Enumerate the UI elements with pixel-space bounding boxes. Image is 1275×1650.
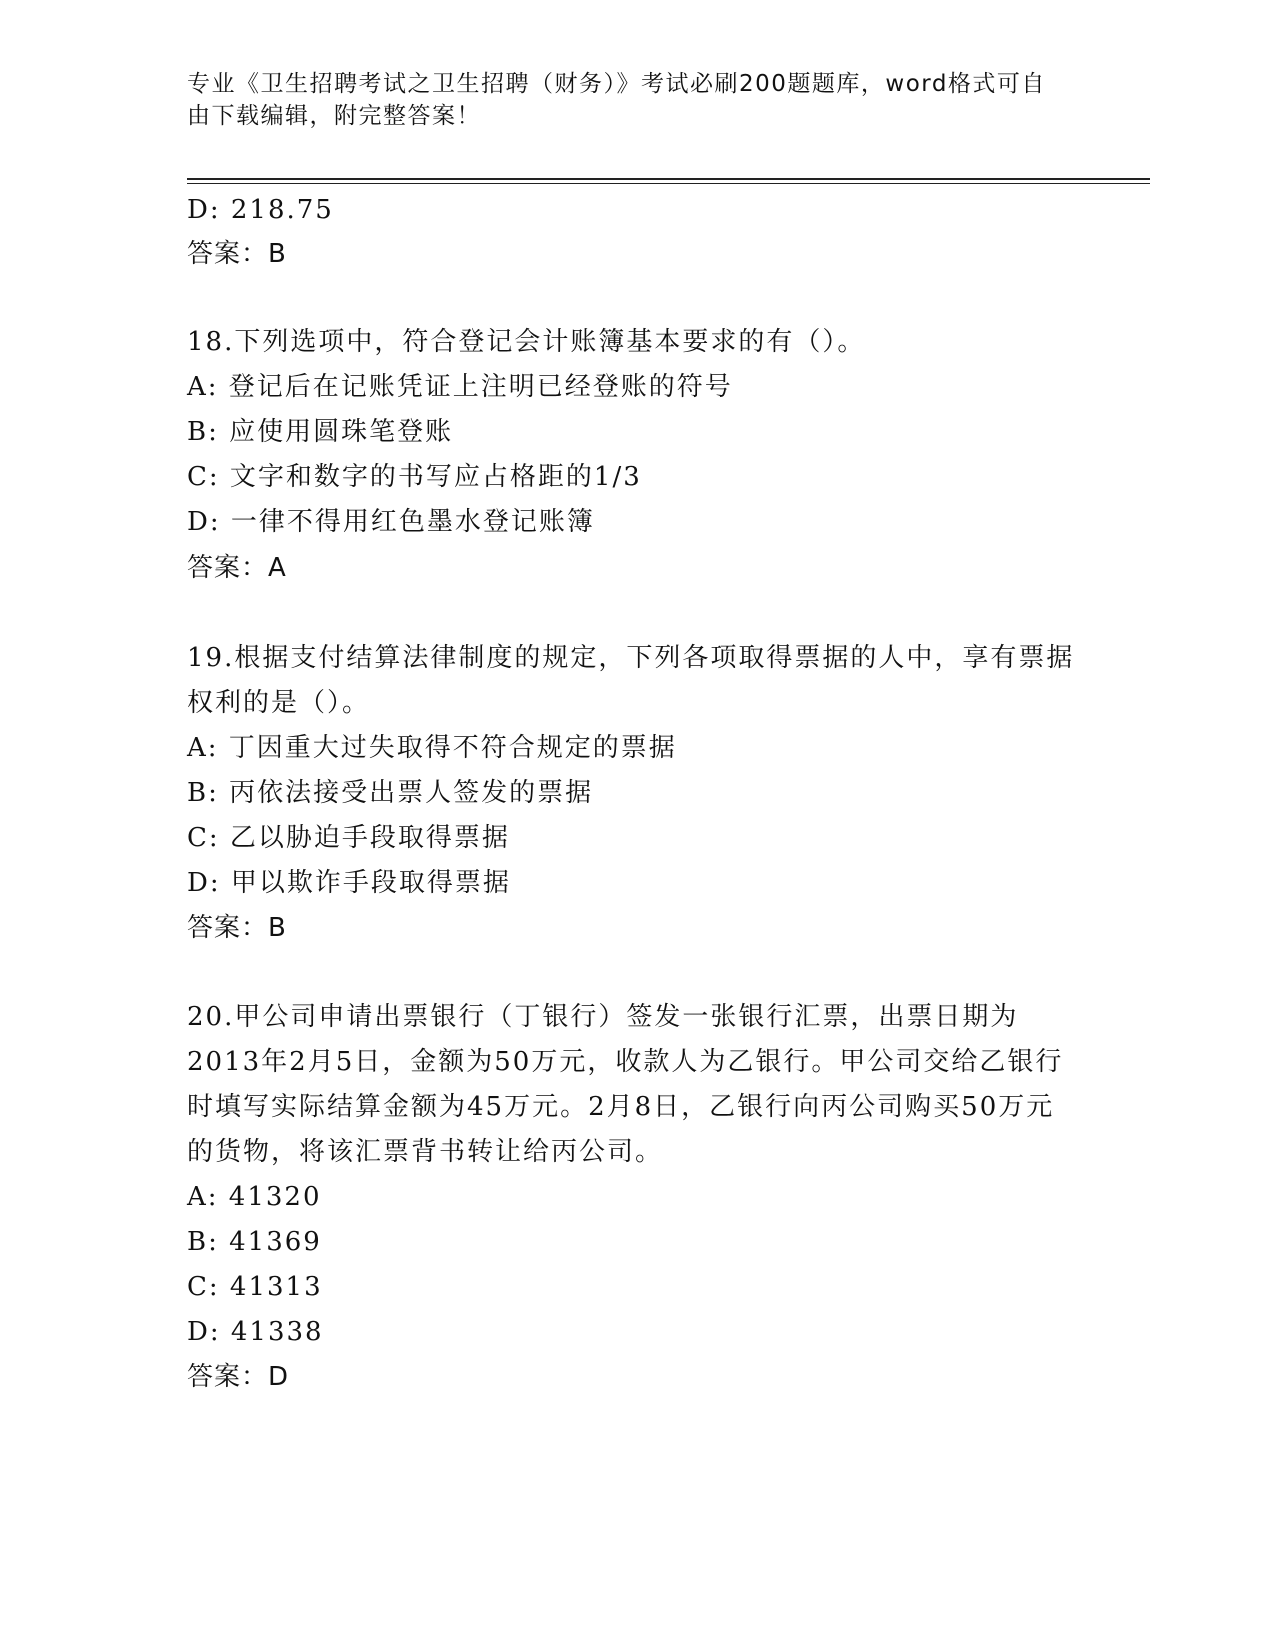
- prev-answer: 答案：B: [187, 239, 287, 269]
- question-text: 20.甲公司申请出票银行（丁银行）签发一张银行汇票，出票日期为2013年2月5日，金额为50万元，收款人为乙银行。甲公司交给乙银行时填写实际结算金额为45万元。2月8日，乙银行向丙公司购买50万元的货物，将该汇票背书转让给丙公司。: [187, 1002, 1064, 1167]
- option-c: C: 41313: [187, 1272, 323, 1302]
- option-d: D: 甲以欺诈手段取得票据: [187, 868, 511, 898]
- option-b: B: 应使用圆珠笔登账: [187, 417, 454, 447]
- option-d: D: 一律不得用红色墨水登记账簿: [187, 507, 595, 537]
- header-divider-thick: [187, 178, 1150, 180]
- option-d: D: 41338: [187, 1317, 324, 1347]
- option-b: B: 41369: [187, 1227, 322, 1257]
- option-a: A: 登记后在记账凭证上注明已经登账的符号: [187, 372, 733, 402]
- answer: 答案：D: [187, 1362, 290, 1392]
- option-c: C: 文字和数字的书写应占格距的1/3: [187, 462, 642, 492]
- option-a: A: 丁因重大过失取得不符合规定的票据: [187, 733, 677, 763]
- header-divider-thin: [187, 183, 1150, 184]
- option-c: C: 乙以胁迫手段取得票据: [187, 823, 510, 853]
- question-text: 19.根据支付结算法律制度的规定，下列各项取得票据的人中，享有票据权利的是（）。: [187, 643, 1075, 718]
- option-b: B: 丙依法接受出票人签发的票据: [187, 778, 594, 808]
- option-a: A: 41320: [187, 1182, 322, 1212]
- answer: 答案：B: [187, 913, 287, 943]
- question-text: 18.下列选项中，符合登记会计账簿基本要求的有（）。: [187, 327, 866, 357]
- document-header: 专业《卫生招聘考试之卫生招聘（财务）》考试必刷200题题库，word格式可自由下载编辑，附完整答案！: [187, 71, 1046, 129]
- prev-option-d: D: 218.75: [187, 195, 334, 225]
- answer: 答案：A: [187, 553, 287, 583]
